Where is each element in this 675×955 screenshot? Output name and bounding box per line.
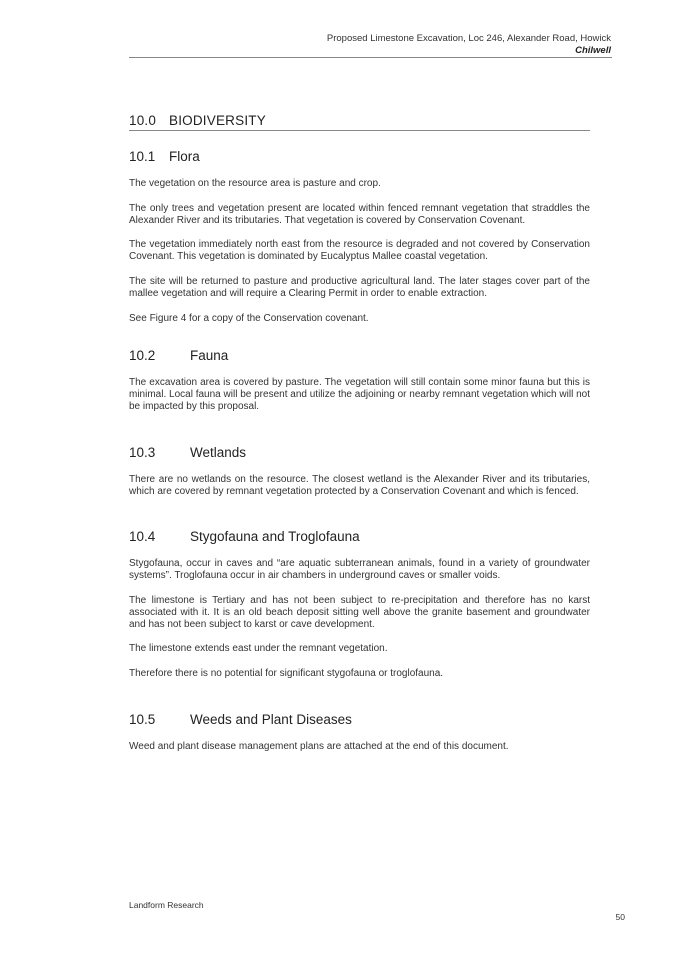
section-number: 10.0 (129, 113, 157, 128)
paragraph: Therefore there is no potential for significant stygofauna or troglofauna. (129, 668, 444, 680)
subsection-title: Weeds and Plant Diseases (190, 711, 352, 727)
page-number: 50 (615, 912, 625, 922)
subsection-title: Fauna (190, 348, 229, 364)
subsection-number: 10.3 (129, 444, 156, 460)
section-heading-biodiversity (129, 112, 590, 131)
subsection-title: Flora (169, 149, 200, 164)
paragraph: The only trees and vegetation present are located within fenced remnant vegetation that straddles the Alexander River and its tributaries. That vegetation is covered by Conservation Covenant. (129, 202, 590, 226)
paragraph: The vegetation immediately north east from the resource is degraded and not covered by Conservation Covenant. This vegetation is dominated by Eucalyptus Mallee coastal vegetation. (129, 239, 590, 263)
subsection-number: 10.4 (129, 529, 156, 545)
paragraph: There are no wetlands on the resource. The closest wetland is the Alexander River and its tributaries, which are covered by remnant vegetation protected by a Conservation Covenant and which is fenced. (129, 473, 590, 497)
paragraph: The limestone is Tertiary and has not been subject to re-precipitation and therefore has no karst associated with it. It is an old beach deposit sitting well above the granite basement and groundwater and has not been subject to karst or cave development. (129, 594, 590, 630)
paragraph: The vegetation on the resource area is pasture and crop. (129, 178, 381, 189)
page-content (129, 112, 590, 766)
paragraph: The excavation area is covered by pasture. The vegetation will still contain some minor fauna but this is minimal. Local fauna will be present and utilize the adjoining or nearby remnant vegetation which will not be impacted by this proposal. (129, 377, 590, 412)
subsection-number: 10.5 (129, 711, 156, 727)
paragraph: See Figure 4 for a copy of the Conservation covenant. (129, 312, 369, 324)
subsection-heading-fauna (129, 347, 590, 364)
subsection-heading-wetlands (129, 444, 590, 461)
header-client: Chilwell (575, 45, 611, 56)
subsection-title: Wetlands (190, 444, 247, 460)
subsection-number: 10.1 (129, 149, 156, 164)
section-title: BIODIVERSITY (169, 113, 266, 128)
page-header (130, 33, 611, 57)
subsection-heading-weeds (129, 711, 590, 728)
paragraph: The site will be returned to pasture and productive agricultural land. The later stages cover part of the mallee vegetation and will require a Clearing Permit in order to enable extraction. (129, 275, 590, 299)
subsection-number: 10.2 (129, 348, 156, 364)
header-divider (129, 57, 612, 58)
paragraph: Stygofauna, occur in caves and “are aquatic subterranean animals, found in a variety of groundwater systems”. Troglofauna occur in air chambers in underground caves or smaller voids. (129, 558, 590, 582)
subsection-heading-stygofauna (129, 528, 590, 545)
paragraph: Weed and plant disease management plans are attached at the end of this document. (129, 740, 509, 752)
subsection-title: Stygofauna and Troglofauna (190, 529, 360, 545)
paragraph: The limestone extends east under the remnant vegetation. (129, 643, 388, 655)
header-title: Proposed Limestone Excavation, Loc 246, Alexander Road, Howick (326, 33, 611, 44)
subsection-heading-flora (129, 148, 590, 165)
footer-company: Landform Research (129, 900, 204, 910)
